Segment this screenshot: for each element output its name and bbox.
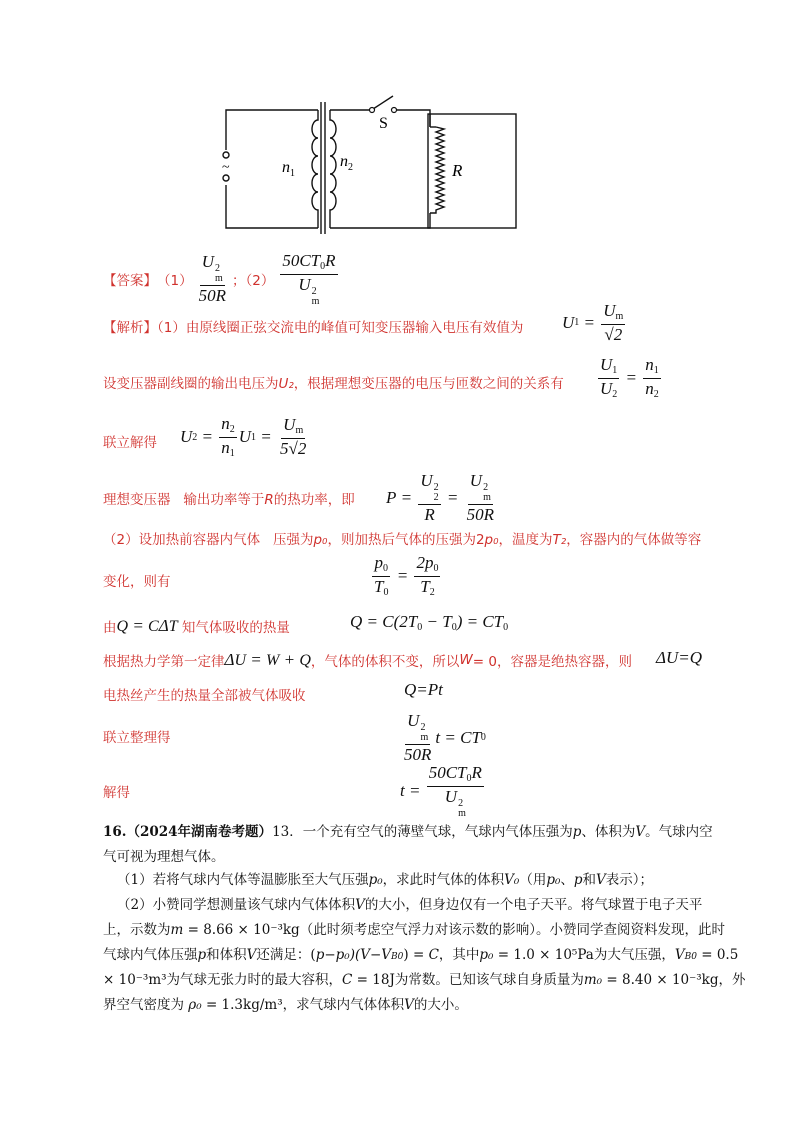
analysis-line-6: 变化，则有 bbox=[103, 574, 171, 590]
container-box bbox=[428, 114, 516, 228]
primary-wire bbox=[226, 110, 318, 150]
analysis-line-2: 设变压器副线圈的输出电压为U₂，根据理想变压器的电压与匝数之间的关系有 bbox=[103, 376, 564, 392]
primary-coil bbox=[312, 110, 318, 228]
question-16-part-2-line-5: 界空气密度为 ρ₀ = 1.3kg/m³，求气球内气体体积V的大小。 bbox=[103, 997, 468, 1013]
question-16-line-1: 16.（2024年湖南卷考题）13．一个充有空气的薄壁气球，气球内气体压强为p、体积为V。气球内空 bbox=[103, 824, 713, 840]
formula-voltage-ratio: $\frac{U_1}{U_2}$ = $\frac{n_1}{n_2}$ bbox=[600, 355, 659, 400]
question-16-part-1: （1）若将气球内气体等温膨胀至大气压强p₀，求此时气体的体积V₀（用p₀、p和V表示）； bbox=[117, 872, 654, 888]
n2-label: $n_2$ bbox=[340, 153, 353, 173]
transformer-circuit-diagram bbox=[200, 90, 530, 240]
ac-source-terminal-top bbox=[223, 152, 229, 158]
analysis-line-9: 电热丝产生的热量全部被气体吸收 bbox=[103, 688, 306, 704]
answer-1-formula: U 2 m 50R bbox=[198, 252, 226, 306]
formula-isochoric: $\frac{p_0}{T_0}$ = $\frac{2p_0}{T_2}$ bbox=[374, 553, 439, 598]
analysis-line-7: 由 Q = CΔT 知气体吸收的热量 bbox=[103, 616, 290, 636]
question-16-part-2-line-2: 上，示数为m = 8.66 × 10⁻³kg（此时须考虑空气浮力对该示数的影响）。小赞同学查阅资料发现，此时 bbox=[103, 922, 725, 938]
ac-source-symbol: ~ bbox=[222, 160, 230, 175]
question-16-line-2: 气可视为理想气体。 bbox=[103, 849, 225, 865]
resistor-label: R bbox=[452, 161, 463, 180]
question-16-part-2-line-3: 气球内气体压强p和体积V还满足：(p−p₀)(V−VB0) = C，其中p₀ = 1.0 × 10⁵Pa为大气压强，VB0 = 0.5 bbox=[103, 947, 739, 963]
analysis-line-11: 解得 bbox=[103, 785, 130, 801]
analysis-line-4: 理想变压器 输出功率等于R的热功率，即 bbox=[103, 492, 355, 508]
switch-label: S bbox=[379, 115, 388, 132]
switch-s bbox=[373, 96, 393, 109]
answer-tag: 【答案】 bbox=[103, 273, 157, 290]
analysis-line-8: 根据热力学第一定律 ΔU = W + Q ，气体的体积不变，所以 W = 0，容器是绝热容器，则 bbox=[103, 650, 632, 670]
formula-q-pt: Q=Pt bbox=[404, 680, 443, 699]
formula-combined: U 2 m 50R t = CT 0 bbox=[404, 711, 486, 764]
answer-2-formula: $50CT_0R$ U 2 m bbox=[282, 251, 336, 307]
formula-heat: $Q = C(2T_0 - T_0) = CT_0$ bbox=[350, 612, 509, 633]
secondary-coil bbox=[330, 110, 336, 228]
n1-label: $n_1$ bbox=[282, 159, 295, 179]
formula-u1-rms: U 1 = $\frac{U_m}{√2}$ bbox=[562, 301, 624, 344]
analysis-line-1: 【解析】（1）由原线圈正弦交流电的峰值可知变压器输入电压有效值为 bbox=[103, 320, 524, 336]
analysis-line-5: （2）设加热前容器内气体 压强为p₀，则加热后气体的压强为2p₀，温度为T₂，容器内的气体做等容 bbox=[103, 532, 702, 548]
heating-resistor bbox=[430, 127, 444, 213]
question-16-part-2-line-4: × 10⁻³m³为气球无张力时的最大容积，C = 18J为常数。已知该气球自身质量为m₀ = 8.40 × 10⁻³kg，外 bbox=[103, 972, 746, 988]
formula-power: P = U 2 2 R = U 2 m 50R bbox=[386, 471, 495, 524]
formula-u2: U 2 = $\frac{n_2}{n_1}$ U 1 = $\frac{U_m}{5√2}$ bbox=[180, 414, 307, 459]
question-16-part-2-line-1: （2）小赞同学想测量该气球内气体体积V的大小，但身边仅有一个电子天平。将气球置于电子天平 bbox=[117, 897, 703, 913]
formula-delta-u: ΔU=Q bbox=[656, 648, 703, 667]
analysis-line-3: 联立解得 bbox=[103, 435, 157, 451]
ac-source-terminal-bottom bbox=[223, 175, 229, 181]
analysis-line-10: 联立整理得 bbox=[103, 730, 171, 746]
answer-line: 【答案】 （1） U 2 m 50R ；（2） $50CT_0R$ U 2 m bbox=[103, 251, 336, 307]
question-16-heading: 16.（2024年湖南卷考题） bbox=[103, 824, 273, 840]
formula-time: t = $50CT_0R$ U 2 m bbox=[400, 763, 482, 819]
